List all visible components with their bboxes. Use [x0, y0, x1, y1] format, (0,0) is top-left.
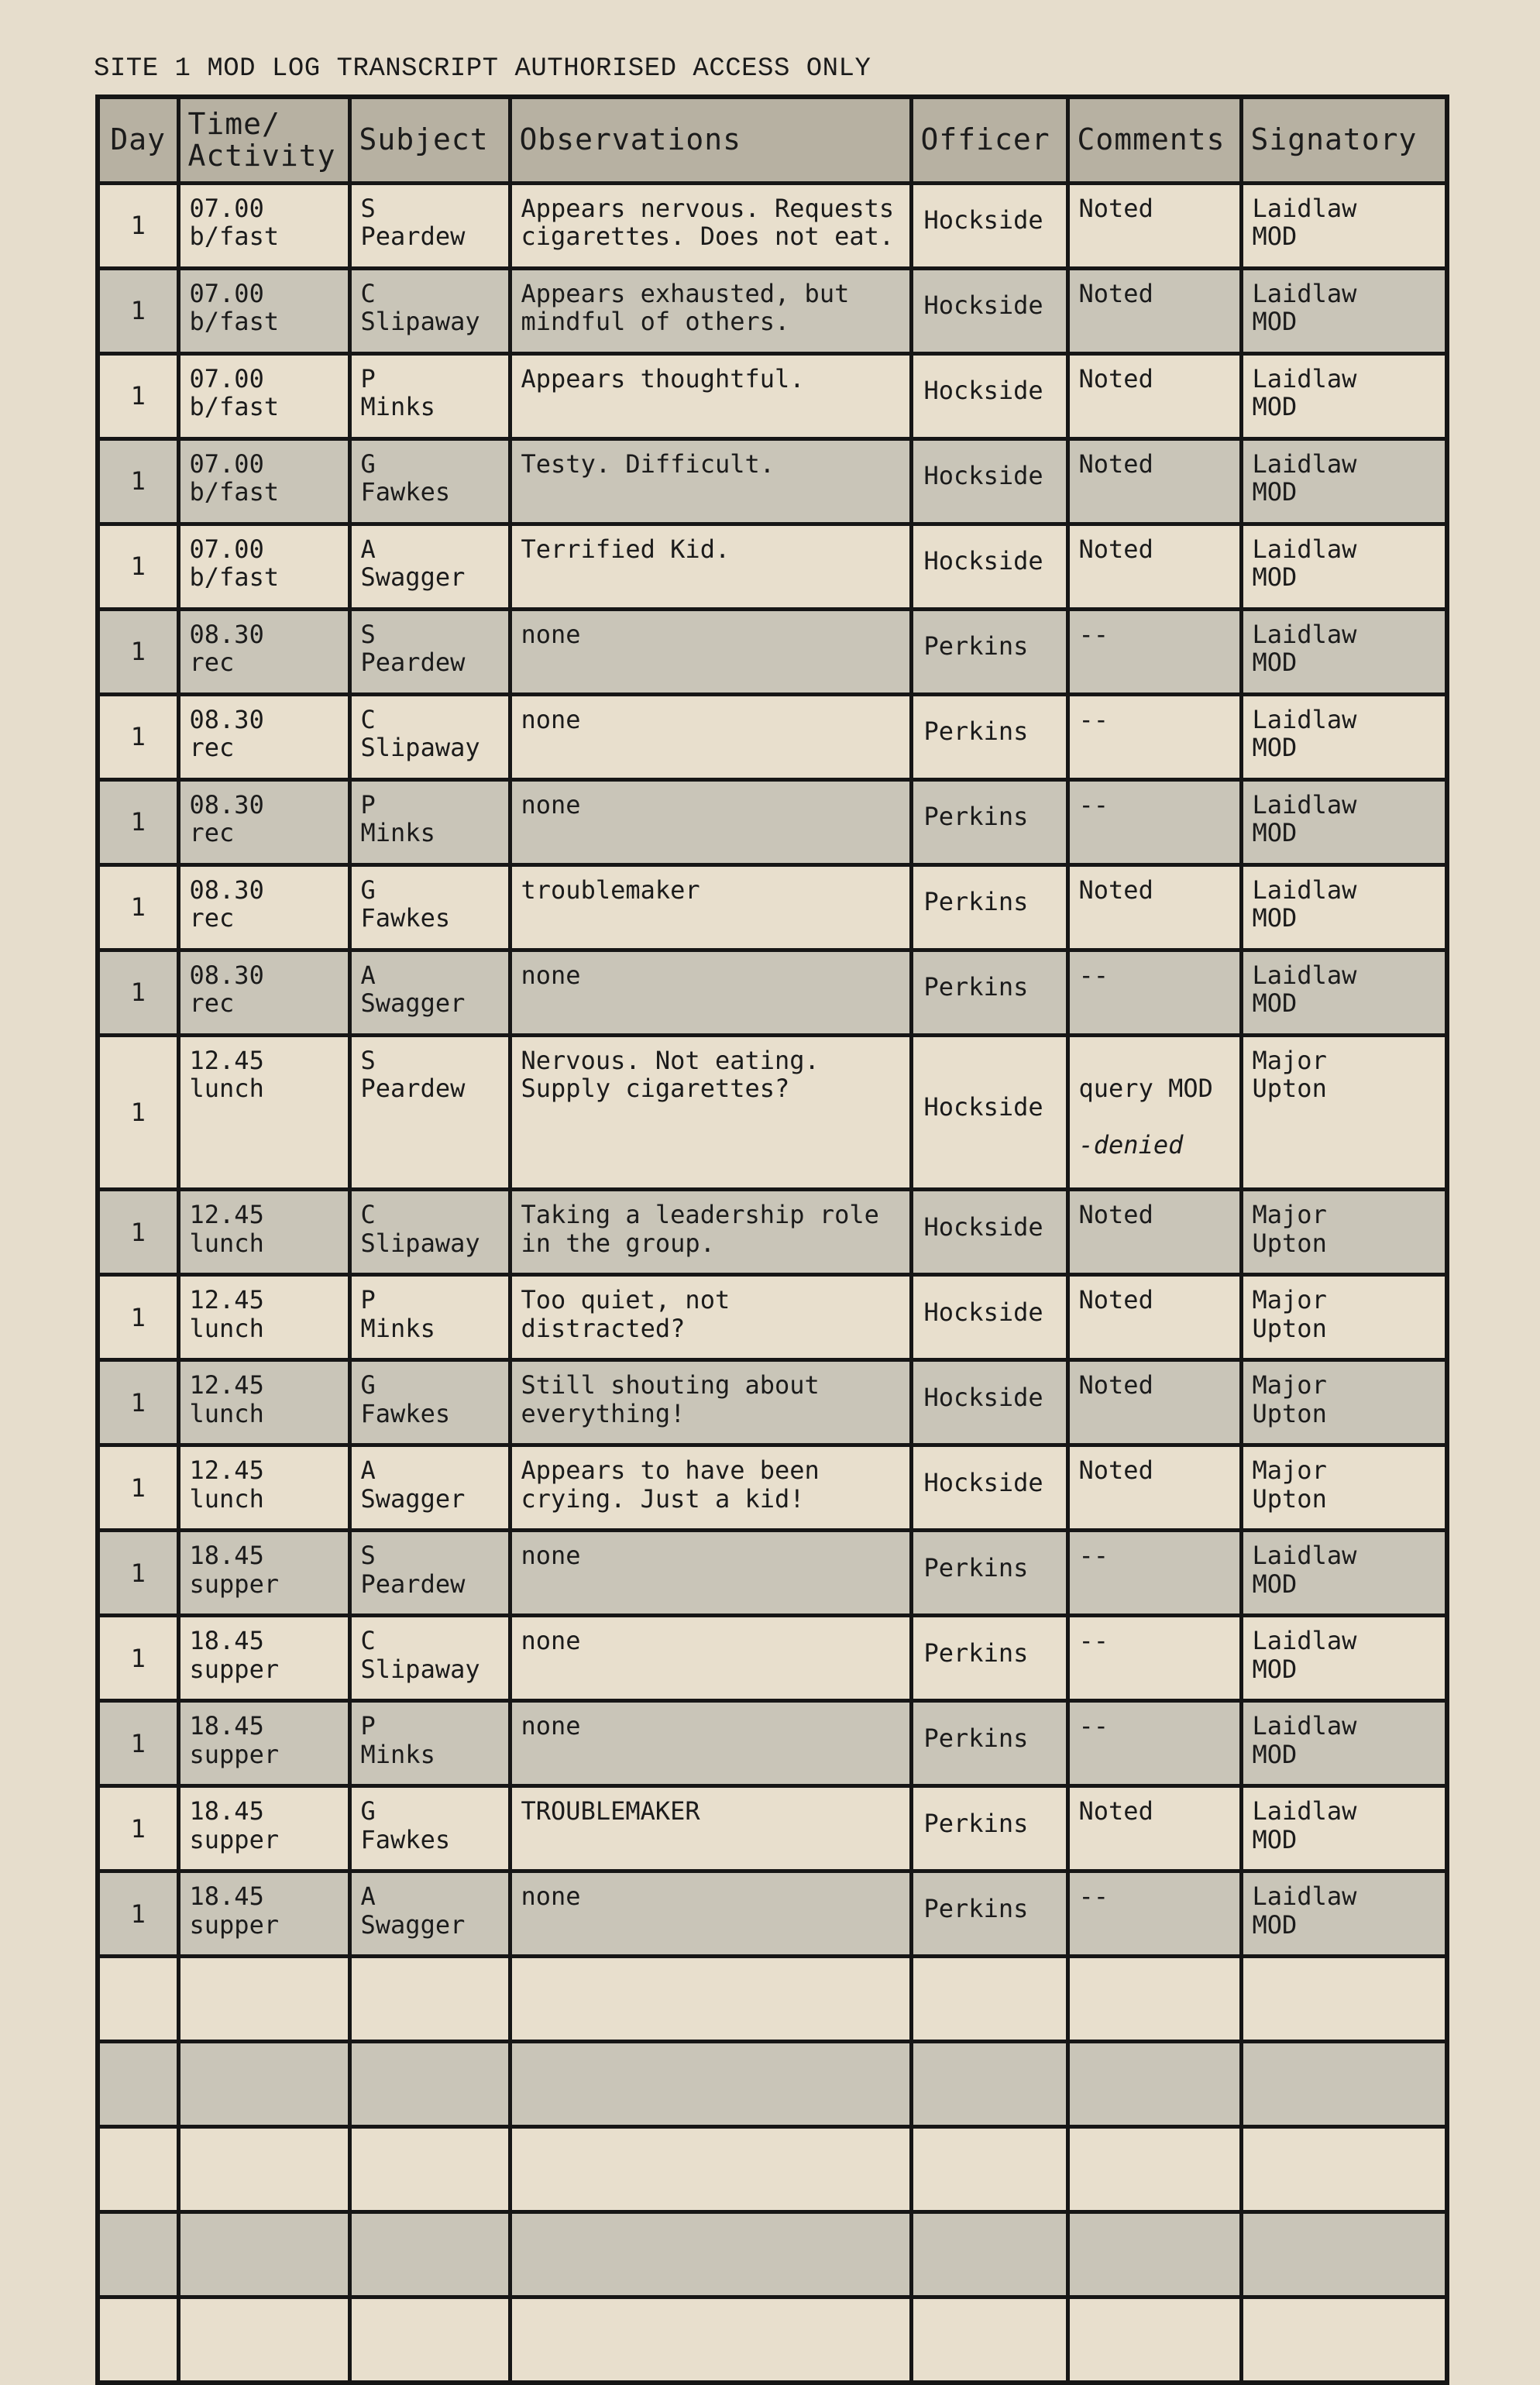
cell-observations: none [510, 610, 911, 695]
cell-day: 1 [98, 950, 178, 1036]
cell-signatory: Laidlaw MOD [1241, 1786, 1447, 1871]
table-row [98, 610, 1447, 695]
cell-day [98, 2212, 178, 2297]
cell-subject: A Swagger [349, 950, 510, 1036]
cell-officer: Perkins [911, 610, 1067, 695]
cell-subject: C Slipaway [349, 1190, 510, 1275]
cell-day [98, 2127, 178, 2212]
cell-officer: Hockside [911, 1036, 1067, 1190]
cell-subject: G Fawkes [349, 439, 510, 524]
cell-signatory: Laidlaw MOD [1241, 1616, 1447, 1701]
cell-subject: C Slipaway [349, 695, 510, 780]
cell-observations [510, 2212, 911, 2297]
cell-officer: Hockside [911, 1360, 1067, 1445]
cell-day: 1 [98, 1616, 178, 1701]
column-header-day: Day [98, 97, 178, 184]
cell-officer [911, 2127, 1067, 2212]
cell-day: 1 [98, 1531, 178, 1616]
cell-observations: Appears to have been crying. Just a kid! [510, 1445, 911, 1531]
cell-time-activity: 07.00 b/fast [178, 439, 349, 524]
cell-signatory: Laidlaw MOD [1241, 695, 1447, 780]
cell-subject [349, 2212, 510, 2297]
cell-time-activity: 08.30 rec [178, 950, 349, 1036]
column-header-time: Time/ Activity [178, 97, 349, 184]
cell-subject [349, 2127, 510, 2212]
cell-officer: Hockside [911, 439, 1067, 524]
cell-officer: Perkins [911, 865, 1067, 950]
table-row [98, 950, 1447, 1036]
cell-day: 1 [98, 1190, 178, 1275]
cell-day: 1 [98, 439, 178, 524]
cell-subject: P Minks [349, 354, 510, 439]
cell-signatory: Laidlaw MOD [1241, 1871, 1447, 1957]
cell-signatory: Major Upton [1241, 1036, 1447, 1190]
cell-subject: C Slipaway [349, 269, 510, 354]
cell-officer: Hockside [911, 524, 1067, 610]
table-row-empty [98, 2042, 1447, 2127]
cell-time-activity: 12.45 lunch [178, 1036, 349, 1190]
cell-time-activity: 07.00 b/fast [178, 524, 349, 610]
cell-day: 1 [98, 1036, 178, 1190]
cell-day: 1 [98, 865, 178, 950]
cell-time-activity [178, 2212, 349, 2297]
cell-time-activity: 18.45 supper [178, 1531, 349, 1616]
column-header-signatory: Signatory [1241, 97, 1447, 184]
cell-time-activity: 18.45 supper [178, 1871, 349, 1957]
cell-comments: Noted [1067, 1190, 1241, 1275]
cell-subject: S Peardew [349, 1531, 510, 1616]
column-header-officer: Officer [911, 97, 1067, 184]
table-row [98, 1786, 1447, 1871]
cell-time-activity: 07.00 b/fast [178, 354, 349, 439]
cell-signatory: Laidlaw MOD [1241, 865, 1447, 950]
cell-officer: Perkins [911, 1786, 1067, 1871]
cell-comments [1067, 2212, 1241, 2297]
cell-time-activity: 07.00 b/fast [178, 184, 349, 269]
cell-day: 1 [98, 610, 178, 695]
table-row [98, 184, 1447, 269]
cell-signatory: Laidlaw MOD [1241, 524, 1447, 610]
cell-signatory: Laidlaw MOD [1241, 1701, 1447, 1786]
cell-comments [1067, 2297, 1241, 2383]
cell-subject: P Minks [349, 1275, 510, 1360]
cell-day: 1 [98, 1701, 178, 1786]
cell-signatory [1241, 2042, 1447, 2127]
cell-officer: Hockside [911, 1190, 1067, 1275]
cell-comments: Noted [1067, 1786, 1241, 1871]
column-header-subject: Subject [349, 97, 510, 184]
cell-signatory [1241, 2297, 1447, 2383]
cell-subject [349, 2042, 510, 2127]
table-row [98, 1190, 1447, 1275]
table-row [98, 1871, 1447, 1957]
table-row-empty [98, 2127, 1447, 2212]
cell-comments [1067, 1036, 1241, 1190]
cell-time-activity: 18.45 supper [178, 1616, 349, 1701]
table-row [98, 865, 1447, 950]
cell-subject: S Peardew [349, 1036, 510, 1190]
cell-day [98, 1957, 178, 2042]
table-row [98, 524, 1447, 610]
cell-comments: -- [1067, 1531, 1241, 1616]
cell-signatory [1241, 2127, 1447, 2212]
cell-officer: Perkins [911, 1701, 1067, 1786]
cell-day [98, 2042, 178, 2127]
cell-comments: Noted [1067, 184, 1241, 269]
cell-subject: A Swagger [349, 1445, 510, 1531]
comment-denied: -denied [1078, 1130, 1184, 1160]
cell-day: 1 [98, 1275, 178, 1360]
cell-comments: -- [1067, 610, 1241, 695]
cell-signatory: Laidlaw MOD [1241, 950, 1447, 1036]
cell-observations: troublemaker [510, 865, 911, 950]
cell-officer [911, 2297, 1067, 2383]
cell-signatory: Major Upton [1241, 1190, 1447, 1275]
cell-day: 1 [98, 524, 178, 610]
mod-log-table [95, 95, 1449, 2385]
cell-time-activity: 12.45 lunch [178, 1190, 349, 1275]
cell-observations [510, 2297, 911, 2383]
cell-time-activity [178, 1957, 349, 2042]
cell-comments: Noted [1067, 354, 1241, 439]
cell-day: 1 [98, 1871, 178, 1957]
cell-observations: none [510, 950, 911, 1036]
cell-signatory: Laidlaw MOD [1241, 354, 1447, 439]
cell-comments [1067, 1957, 1241, 2042]
cell-day: 1 [98, 269, 178, 354]
table-row [98, 1701, 1447, 1786]
cell-observations: Nervous. Not eating. Supply cigarettes? [510, 1036, 911, 1190]
table-row [98, 1531, 1447, 1616]
cell-time-activity [178, 2297, 349, 2383]
cell-officer [911, 2042, 1067, 2127]
table-row [98, 1445, 1447, 1531]
cell-observations [510, 1957, 911, 2042]
table-row [98, 1275, 1447, 1360]
column-header-observations: Observations [510, 97, 911, 184]
cell-officer: Hockside [911, 1275, 1067, 1360]
cell-subject: A Swagger [349, 524, 510, 610]
cell-day: 1 [98, 780, 178, 865]
table-row-empty [98, 2297, 1447, 2383]
cell-officer: Perkins [911, 780, 1067, 865]
table-row [98, 780, 1447, 865]
cell-comments: Noted [1067, 1275, 1241, 1360]
cell-observations: none [510, 1531, 911, 1616]
cell-signatory: Major Upton [1241, 1360, 1447, 1445]
table-row [98, 354, 1447, 439]
cell-time-activity: 18.45 supper [178, 1786, 349, 1871]
cell-officer: Perkins [911, 950, 1067, 1036]
cell-subject: G Fawkes [349, 865, 510, 950]
table-row [98, 1036, 1447, 1190]
cell-signatory: Major Upton [1241, 1445, 1447, 1531]
cell-time-activity: 08.30 rec [178, 610, 349, 695]
cell-signatory [1241, 1957, 1447, 2042]
cell-subject: C Slipaway [349, 1616, 510, 1701]
cell-comments: -- [1067, 950, 1241, 1036]
cell-comments: Noted [1067, 524, 1241, 610]
cell-observations: none [510, 695, 911, 780]
cell-subject: P Minks [349, 780, 510, 865]
document-title: SITE 1 MOD LOG TRANSCRIPT AUTHORISED ACCESS ONLY [94, 54, 871, 84]
cell-day: 1 [98, 1786, 178, 1871]
cell-observations: TROUBLEMAKER [510, 1786, 911, 1871]
cell-officer: Hockside [911, 184, 1067, 269]
table-row [98, 439, 1447, 524]
cell-time-activity: 12.45 lunch [178, 1360, 349, 1445]
cell-officer: Perkins [911, 1531, 1067, 1616]
cell-time-activity [178, 2127, 349, 2212]
cell-time-activity: 08.30 rec [178, 865, 349, 950]
cell-observations: none [510, 1701, 911, 1786]
cell-comments: -- [1067, 1701, 1241, 1786]
cell-officer: Hockside [911, 1445, 1067, 1531]
cell-day: 1 [98, 1445, 178, 1531]
cell-observations: Appears nervous. Requests cigarettes. Does not eat. [510, 184, 911, 269]
cell-officer: Hockside [911, 354, 1067, 439]
cell-signatory: Laidlaw MOD [1241, 1531, 1447, 1616]
cell-comments [1067, 2127, 1241, 2212]
cell-signatory: Laidlaw MOD [1241, 269, 1447, 354]
cell-signatory: Laidlaw MOD [1241, 184, 1447, 269]
cell-subject: A Swagger [349, 1871, 510, 1957]
cell-comments: -- [1067, 695, 1241, 780]
cell-observations [510, 2127, 911, 2212]
cell-observations: Terrified Kid. [510, 524, 911, 610]
cell-observations: none [510, 1871, 911, 1957]
cell-day [98, 2297, 178, 2383]
cell-time-activity [178, 2042, 349, 2127]
cell-day: 1 [98, 695, 178, 780]
cell-comments [1067, 2042, 1241, 2127]
cell-signatory: Laidlaw MOD [1241, 610, 1447, 695]
cell-subject: S Peardew [349, 610, 510, 695]
cell-officer: Hockside [911, 269, 1067, 354]
table-row [98, 695, 1447, 780]
cell-day: 1 [98, 184, 178, 269]
cell-time-activity: 07.00 b/fast [178, 269, 349, 354]
cell-observations: none [510, 780, 911, 865]
table-row [98, 1616, 1447, 1701]
cell-officer [911, 2212, 1067, 2297]
cell-time-activity: 08.30 rec [178, 780, 349, 865]
cell-signatory: Laidlaw MOD [1241, 439, 1447, 524]
cell-day: 1 [98, 1360, 178, 1445]
table-row-empty [98, 2212, 1447, 2297]
cell-subject [349, 2297, 510, 2383]
cell-comments: -- [1067, 780, 1241, 865]
table-row [98, 269, 1447, 354]
cell-officer: Perkins [911, 1616, 1067, 1701]
cell-time-activity: 18.45 supper [178, 1701, 349, 1786]
column-header-comments: Comments [1067, 97, 1241, 184]
cell-time-activity: 12.45 lunch [178, 1445, 349, 1531]
cell-observations: Appears thoughtful. [510, 354, 911, 439]
cell-observations: Taking a leadership role in the group. [510, 1190, 911, 1275]
cell-time-activity: 08.30 rec [178, 695, 349, 780]
cell-subject: G Fawkes [349, 1360, 510, 1445]
cell-officer: Perkins [911, 695, 1067, 780]
cell-observations: Appears exhausted, but mindful of others. [510, 269, 911, 354]
cell-comments: -- [1067, 1616, 1241, 1701]
cell-observations: Too quiet, not distracted? [510, 1275, 911, 1360]
cell-comments: Noted [1067, 1445, 1241, 1531]
cell-observations: none [510, 1616, 911, 1701]
cell-comments: -- [1067, 1871, 1241, 1957]
cell-signatory [1241, 2212, 1447, 2297]
table-row [98, 1360, 1447, 1445]
cell-comments: Noted [1067, 269, 1241, 354]
cell-day: 1 [98, 354, 178, 439]
cell-signatory: Laidlaw MOD [1241, 780, 1447, 865]
cell-observations: Still shouting about everything! [510, 1360, 911, 1445]
cell-observations [510, 2042, 911, 2127]
cell-officer: Perkins [911, 1871, 1067, 1957]
cell-comments: Noted [1067, 439, 1241, 524]
header-row [98, 97, 1447, 184]
cell-comments: Noted [1067, 1360, 1241, 1445]
cell-subject: P Minks [349, 1701, 510, 1786]
cell-time-activity: 12.45 lunch [178, 1275, 349, 1360]
cell-subject [349, 1957, 510, 2042]
cell-signatory: Major Upton [1241, 1275, 1447, 1360]
table-row-empty [98, 1957, 1447, 2042]
comment-query: query MOD [1078, 1074, 1213, 1104]
cell-officer [911, 1957, 1067, 2042]
cell-subject: G Fawkes [349, 1786, 510, 1871]
cell-subject: S Peardew [349, 184, 510, 269]
cell-comments: Noted [1067, 865, 1241, 950]
cell-observations: Testy. Difficult. [510, 439, 911, 524]
